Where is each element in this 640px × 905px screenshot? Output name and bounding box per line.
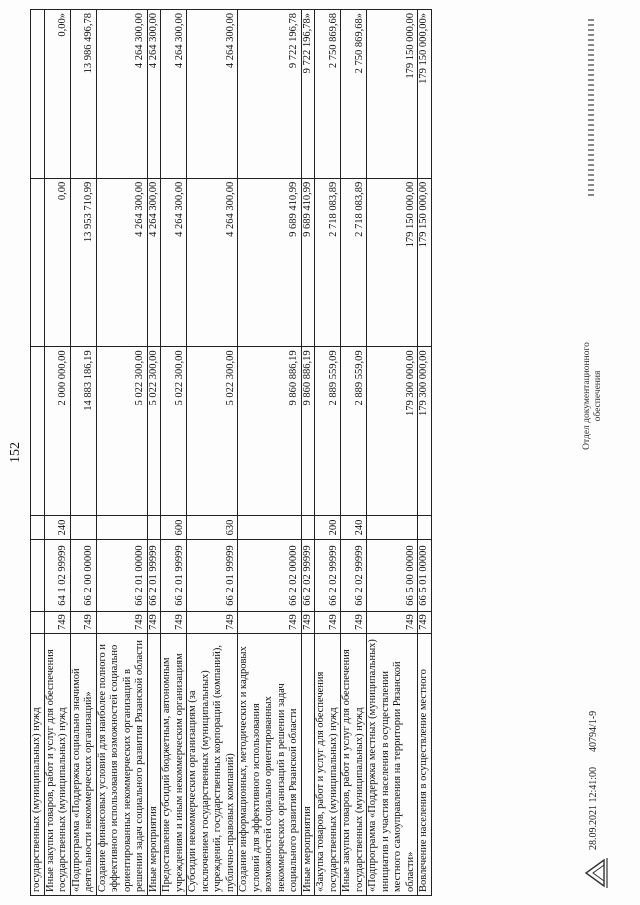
row-kvr: 200 bbox=[315, 516, 341, 540]
department-line-2: обеспечения bbox=[593, 370, 603, 422]
row-kcsr: 66 5 01 00000 bbox=[418, 540, 432, 612]
document-number: 40794/1-9 bbox=[588, 710, 599, 752]
row-name: Субсидии некоммерческим организациям (за исключением государственных (муниципальных) учреждений, государственных корпораций (компаний), публично-правовых компаний) bbox=[187, 634, 238, 896]
row-code: 749 bbox=[187, 612, 238, 634]
row-value-2 bbox=[31, 178, 45, 347]
row-code: 749 bbox=[238, 612, 302, 634]
row-value-2: 2 718 083,89 bbox=[341, 178, 367, 347]
row-kcsr: 66 2 01 99999 bbox=[147, 540, 161, 612]
row-value-3: 9 722 196,78» bbox=[301, 10, 315, 179]
department-stamp bbox=[582, 326, 604, 466]
row-code: 749 bbox=[301, 612, 315, 634]
row-kvr bbox=[418, 516, 432, 540]
row-value-2: 4 264 300,00 bbox=[187, 178, 238, 347]
row-value-3: 13 986 496,78 bbox=[70, 10, 96, 179]
table-row bbox=[418, 10, 432, 896]
row-value-1: 9 860 886,19 bbox=[238, 347, 302, 516]
row-value-1: 179 300 000,00 bbox=[418, 347, 432, 516]
row-kcsr: 66 2 02 99999 bbox=[341, 540, 367, 612]
row-kvr: 630 bbox=[187, 516, 238, 540]
table-row bbox=[187, 10, 238, 896]
row-value-3: 179 150 000,00 bbox=[367, 10, 418, 179]
row-name: Предоставление субсидий бюджетным, автономным учреждениям и иным некоммерческим организациям bbox=[161, 634, 187, 896]
row-code: 749 bbox=[341, 612, 367, 634]
row-value-1: 2 889 559,09 bbox=[341, 347, 367, 516]
row-value-2: 9 689 410,99 bbox=[301, 178, 315, 347]
table-row bbox=[161, 10, 187, 896]
row-value-2: 9 689 410,99 bbox=[238, 178, 302, 347]
row-kcsr: 64 1 02 99999 bbox=[44, 540, 70, 612]
row-value-2: 179 150 000,00 bbox=[418, 178, 432, 347]
row-code: 749 bbox=[161, 612, 187, 634]
table-row bbox=[31, 10, 45, 896]
row-value-1: 5 022 300,00 bbox=[161, 347, 187, 516]
row-code: 749 bbox=[367, 612, 418, 634]
row-name: Создание информационных, методических и кадровых условий для эффективного использования возможностей социально ориентированных некоммерческих организаций в решении задач социального развития Рязанской области bbox=[238, 634, 302, 896]
table-row bbox=[44, 10, 70, 896]
row-value-3: 4 264 300,00 bbox=[161, 10, 187, 179]
row-name: Иные закупки товаров, работ и услуг для обеспечения государственных (муниципальных) нужд bbox=[44, 634, 70, 896]
row-kvr bbox=[96, 516, 147, 540]
row-value-1: 5 022 300,00 bbox=[147, 347, 161, 516]
row-name: Иные мероприятия bbox=[301, 634, 315, 896]
row-kvr bbox=[31, 516, 45, 540]
row-value-1 bbox=[31, 347, 45, 516]
row-kvr: 600 bbox=[161, 516, 187, 540]
row-value-3 bbox=[31, 10, 45, 179]
row-value-3: 9 722 196,78 bbox=[238, 10, 302, 179]
row-value-1: 2 000 000,00 bbox=[44, 347, 70, 516]
row-value-1: 179 300 000,00 bbox=[367, 347, 418, 516]
table-row bbox=[341, 10, 367, 896]
department-line-1: Отдел документационного bbox=[582, 342, 592, 450]
table-row bbox=[301, 10, 315, 896]
row-value-2: 4 264 300,00 bbox=[96, 178, 147, 347]
page-footer bbox=[574, 9, 634, 896]
row-value-2: 4 264 300,00 bbox=[161, 178, 187, 347]
row-name: Иные мероприятия bbox=[147, 634, 161, 896]
row-value-3: 4 264 300,00 bbox=[147, 10, 161, 179]
row-value-2: 2 718 083,89 bbox=[315, 178, 341, 347]
row-kcsr: 66 2 01 99999 bbox=[161, 540, 187, 612]
table-row bbox=[367, 10, 418, 896]
row-name: Создание финансовых условий для наиболее полного и эффективного использования возможностей социально ориентированных некоммерческих организаций в решении задач социального развития Рязанской области bbox=[96, 634, 147, 896]
row-value-2: 0,00 bbox=[44, 178, 70, 347]
row-value-2: 13 953 710,99 bbox=[70, 178, 96, 347]
row-value-3: 2 750 869,68» bbox=[341, 10, 367, 179]
row-value-2: 4 264 300,00 bbox=[147, 178, 161, 347]
row-kvr bbox=[238, 516, 302, 540]
page-number: 152 bbox=[8, 442, 23, 463]
row-kvr: 240 bbox=[44, 516, 70, 540]
row-code: 749 bbox=[70, 612, 96, 634]
table-row bbox=[70, 10, 96, 896]
row-name: Вовлечение населения в осуществление местного bbox=[418, 634, 432, 896]
table-row bbox=[96, 10, 147, 896]
row-name: «Подпрограмма «Поддержка местных (муниципальных) инициатив и участия населения в осуществлении местного самоуправления на территории Рязанской области» bbox=[367, 634, 418, 896]
row-kcsr: 66 2 02 99999 bbox=[315, 540, 341, 612]
row-kcsr bbox=[31, 540, 45, 612]
row-kcsr: 66 2 02 99999 bbox=[301, 540, 315, 612]
row-code: 749 bbox=[44, 612, 70, 634]
row-value-3: 2 750 869,68 bbox=[315, 10, 341, 179]
row-name: «Подпрограмма «Поддержка социально значимой деятельности некоммерческих организаций» bbox=[70, 634, 96, 896]
row-code: 749 bbox=[96, 612, 147, 634]
row-kcsr: 66 2 01 99999 bbox=[187, 540, 238, 612]
row-value-1: 2 889 559,09 bbox=[315, 347, 341, 516]
row-value-1: 5 022 300,00 bbox=[187, 347, 238, 516]
row-name: «Закупка товаров, работ и услуг для обеспечения государственных (муниципальных) нужд bbox=[315, 634, 341, 896]
row-kvr: 240 bbox=[341, 516, 367, 540]
row-kcsr: 66 5 00 00000 bbox=[367, 540, 418, 612]
row-kcsr: 66 2 01 00000 bbox=[96, 540, 147, 612]
budget-table-body bbox=[31, 10, 432, 896]
print-timestamp: 28.09.2021 12:41:00 bbox=[588, 766, 599, 850]
table-row bbox=[147, 10, 161, 896]
row-value-1: 9 860 886,19 bbox=[301, 347, 315, 516]
row-value-3: 0,00» bbox=[44, 10, 70, 179]
row-code: 749 bbox=[315, 612, 341, 634]
row-value-3: 4 264 300,00 bbox=[96, 10, 147, 179]
row-code: 749 bbox=[147, 612, 161, 634]
row-kcsr: 66 2 00 00000 bbox=[70, 540, 96, 612]
row-name: Иные закупки товаров, работ и услуг для обеспечения государственных (муниципальных) нужд bbox=[341, 634, 367, 896]
budget-table bbox=[30, 9, 432, 896]
table-row bbox=[315, 10, 341, 896]
row-kvr bbox=[301, 516, 315, 540]
row-value-1: 5 022 300,00 bbox=[96, 347, 147, 516]
row-kcsr: 66 2 02 00000 bbox=[238, 540, 302, 612]
row-value-3: 179 150 000,00» bbox=[418, 10, 432, 179]
row-value-3: 4 264 300,00 bbox=[187, 10, 238, 179]
scan-artifact bbox=[588, 16, 594, 196]
print-stamp bbox=[588, 711, 599, 850]
document-logo-icon bbox=[580, 856, 610, 890]
row-kvr bbox=[147, 516, 161, 540]
row-value-1: 14 883 186,19 bbox=[70, 347, 96, 516]
row-code bbox=[31, 612, 45, 634]
row-name: государственных (муниципальных) нужд bbox=[31, 634, 45, 896]
table-row bbox=[238, 10, 302, 896]
row-value-2: 179 150 000,00 bbox=[367, 178, 418, 347]
row-kvr bbox=[70, 516, 96, 540]
row-code: 749 bbox=[418, 612, 432, 634]
row-kvr bbox=[367, 516, 418, 540]
